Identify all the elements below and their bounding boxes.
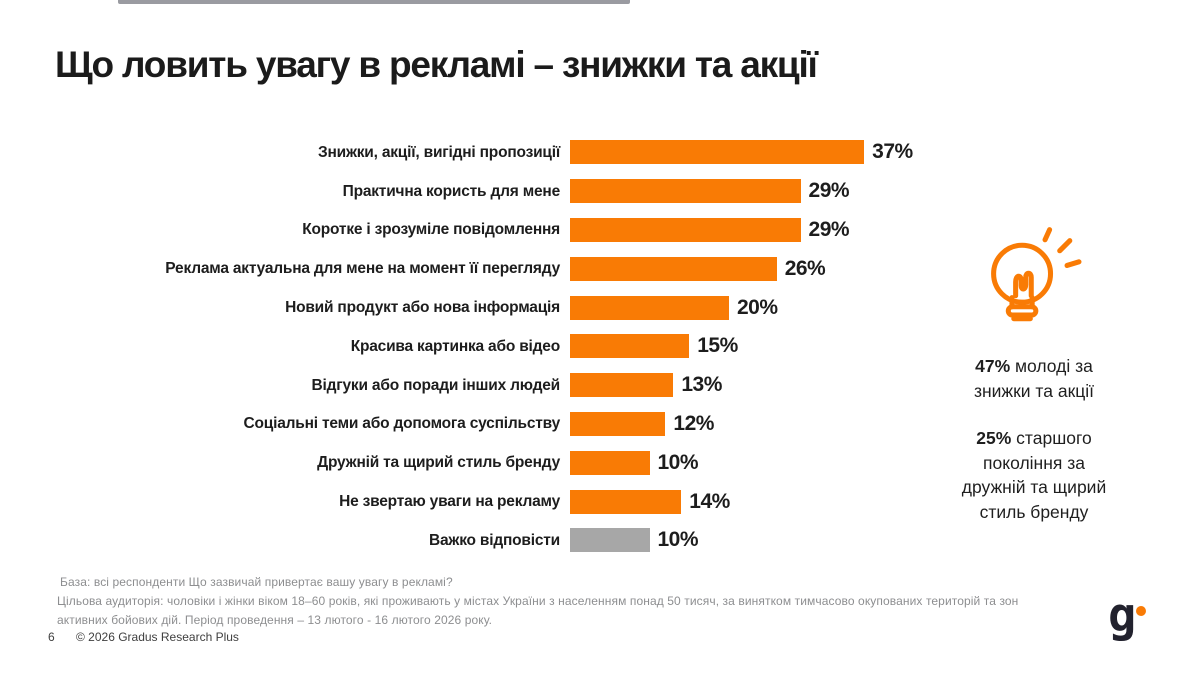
category-label: Реклама актуальна для мене на момент її перегляду xyxy=(165,260,560,278)
bar xyxy=(570,257,777,281)
lightbulb-icon xyxy=(974,226,1094,338)
value-label: 15% xyxy=(697,334,738,358)
chart-row xyxy=(55,521,935,560)
footnote-line: База: всі респонденти Що зазвичай привертає вашу увагу в рекламі? xyxy=(60,575,453,589)
bar xyxy=(570,218,801,242)
footnote-line: Цільова аудиторія: чоловіки і жінки віком 18–60 років, які проживають у містах України з населенням понад 50 тисяч, за винятком тимчасово окупованих територій та зон xyxy=(57,594,1019,608)
chart-row xyxy=(55,327,935,366)
value-label: 13% xyxy=(681,373,722,397)
value-label: 14% xyxy=(689,489,730,513)
chart-row xyxy=(55,482,935,521)
category-label: Відгуки або поради інших людей xyxy=(311,376,560,394)
top-edge-bar xyxy=(118,0,630,4)
value-label: 12% xyxy=(673,411,714,435)
bar xyxy=(570,528,650,552)
category-label: Дружній та щирий стиль бренду xyxy=(317,454,560,472)
bar xyxy=(570,373,673,397)
footnote-line: активних бойових дій. Період проведення – 13 лютого - 16 лютого 2026 року. xyxy=(57,613,493,627)
logo-dot xyxy=(1136,606,1146,616)
insight-panel xyxy=(950,226,1118,547)
copyright: © 2026 Gradus Research Plus xyxy=(76,630,239,644)
bar xyxy=(570,412,665,436)
insight-text-block xyxy=(950,354,1118,525)
value-label: 10% xyxy=(657,450,699,474)
category-label: Новий продукт або нова інформація xyxy=(285,299,560,317)
page-number: 6 xyxy=(48,630,55,644)
value-label: 29% xyxy=(808,179,850,203)
bar xyxy=(570,334,689,358)
value-label: 10% xyxy=(657,528,699,552)
chart-row xyxy=(55,172,935,211)
bottom-bar xyxy=(0,626,1200,656)
chart-row xyxy=(55,405,935,444)
category-label: Практична користь для мене xyxy=(342,182,560,200)
chart-row xyxy=(55,211,935,250)
value-label: 37% xyxy=(872,140,913,164)
bar xyxy=(570,451,650,475)
category-label: Знижки, акції, вигідні пропозиції xyxy=(317,143,560,161)
chart-row xyxy=(55,288,935,327)
insight-value: 25% xyxy=(976,427,1012,448)
insight-value: 47% xyxy=(975,356,1011,376)
gradus-logo xyxy=(1105,588,1165,658)
slide-title: Що ловить увагу в рекламі – знижки та акції xyxy=(55,44,817,85)
chart-row xyxy=(55,443,935,482)
chart-row xyxy=(55,249,935,288)
logo-letter: g xyxy=(1108,588,1137,643)
category-label: Не звертаю уваги на рекламу xyxy=(339,493,560,511)
category-label: Важко відповісти xyxy=(428,531,560,549)
insight-item: 47% молоді за знижки та акції xyxy=(973,356,1095,401)
value-label: 26% xyxy=(784,256,826,280)
bar xyxy=(570,179,801,203)
bar-chart xyxy=(55,133,935,560)
footnote xyxy=(57,573,1177,630)
insight-item: 25% старшого покоління за дружній та щирий стиль бренду xyxy=(961,427,1107,523)
category-label: Соціальні теми або допомога суспільству xyxy=(243,415,560,433)
chart-row xyxy=(55,366,935,405)
bar xyxy=(570,296,729,320)
bar xyxy=(570,490,681,514)
value-label: 20% xyxy=(737,295,778,319)
category-label: Красива картинка або відео xyxy=(350,337,560,355)
value-label: 29% xyxy=(808,217,850,241)
chart-row xyxy=(55,133,935,172)
category-label: Коротке і зрозуміле повідомлення xyxy=(302,221,560,239)
bar xyxy=(570,140,864,164)
